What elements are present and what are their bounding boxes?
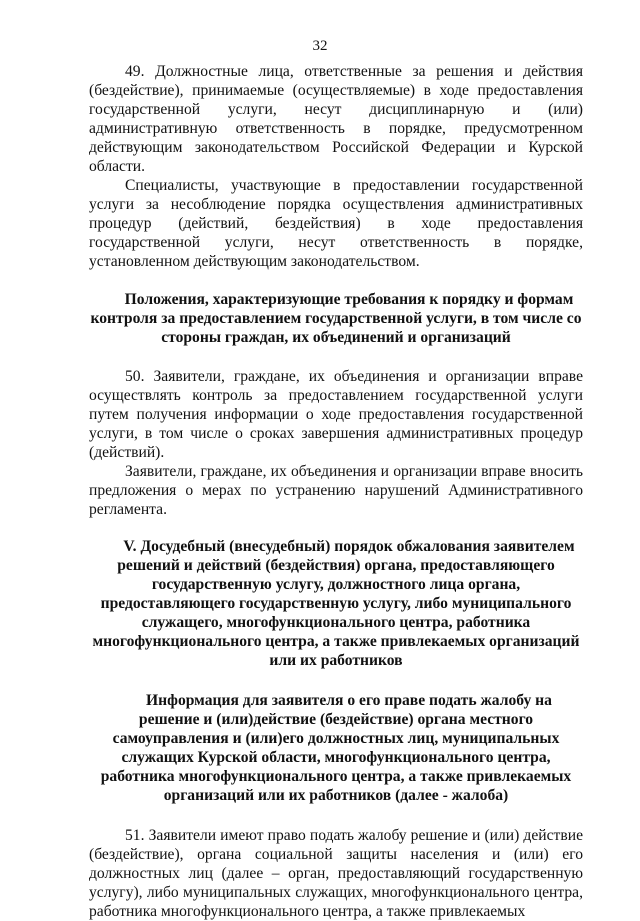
paragraph-50-proposals: Заявители, граждане, их объединения и организации вправе вносить предложения о мерах по устранению нарушений Административного регламента. [89,463,583,518]
spacer [89,347,583,367]
spacer [89,805,583,826]
spacer [89,670,583,691]
heading-complaint-info: Информация для заявителя о его праве подать жалобу на решение и (или)действие (бездействие) органа местного самоуправления и (или)его должностных лиц, муниципальных служащих Курской области, многофункционального центра, работника многофункционального центра, а также привлекаемых организаций или их работников (далее - жалоба) [100,692,572,804]
paragraph-51: 51. Заявители имеют право подать жалобу решение и (или) действие (бездействие), органа социальной защиты населения и (или) его должностных лиц (далее – орган, предоставляющий государственную услугу), либо муниципальных служащих, многофункционального центра, работника многофункционального центра, а также привлекаемых [89,827,583,920]
spacer [89,271,583,290]
spacer [89,519,583,537]
document-body [89,62,583,921]
heading-control: Положения, характеризующие требования к порядку и формам контроля за предоставлением государственной услуги, в том числе со стороны граждан, их объединений и организаций [90,291,582,346]
page-number: 32 [312,38,328,54]
heading-section-v: V. Досудебный (внесудебный) порядок обжалования заявителем решений и действий (бездействия) органа, предоставляющего государственную услугу, должностного лица органа, предоставляющего государственную услугу, либо муниципального служащего, многофункционального центра, работника многофункционального центра, а также привлекаемых организаций или их работников [92,538,580,669]
paragraph-50: 50. Заявители, граждане, их объединения и организации вправе осуществлять контроль за предоставлением государственной услуги путем получения информации о ходе предоставления государственной услуги, в том числе о сроках завершения административных процедур (действий). [89,368,583,461]
paragraph-49: 49. Должностные лица, ответственные за решения и действия (бездействие), принимаемые (осуществляемые) в ходе предоставления государственной услуги, несут дисциплинарную и (или) административную ответственность в порядке, предусмотренном действующим законодательством Российской Федерации и Курской области. [89,63,583,175]
paragraph-49-specialists: Специалисты, участвующие в предоставлении государственной услуги за несоблюдение порядка осуществления административных процедур (действий, бездействия) в ходе предоставления государственной услуги, несут ответственность в порядке, установленном действующим законодательством. [89,177,583,270]
